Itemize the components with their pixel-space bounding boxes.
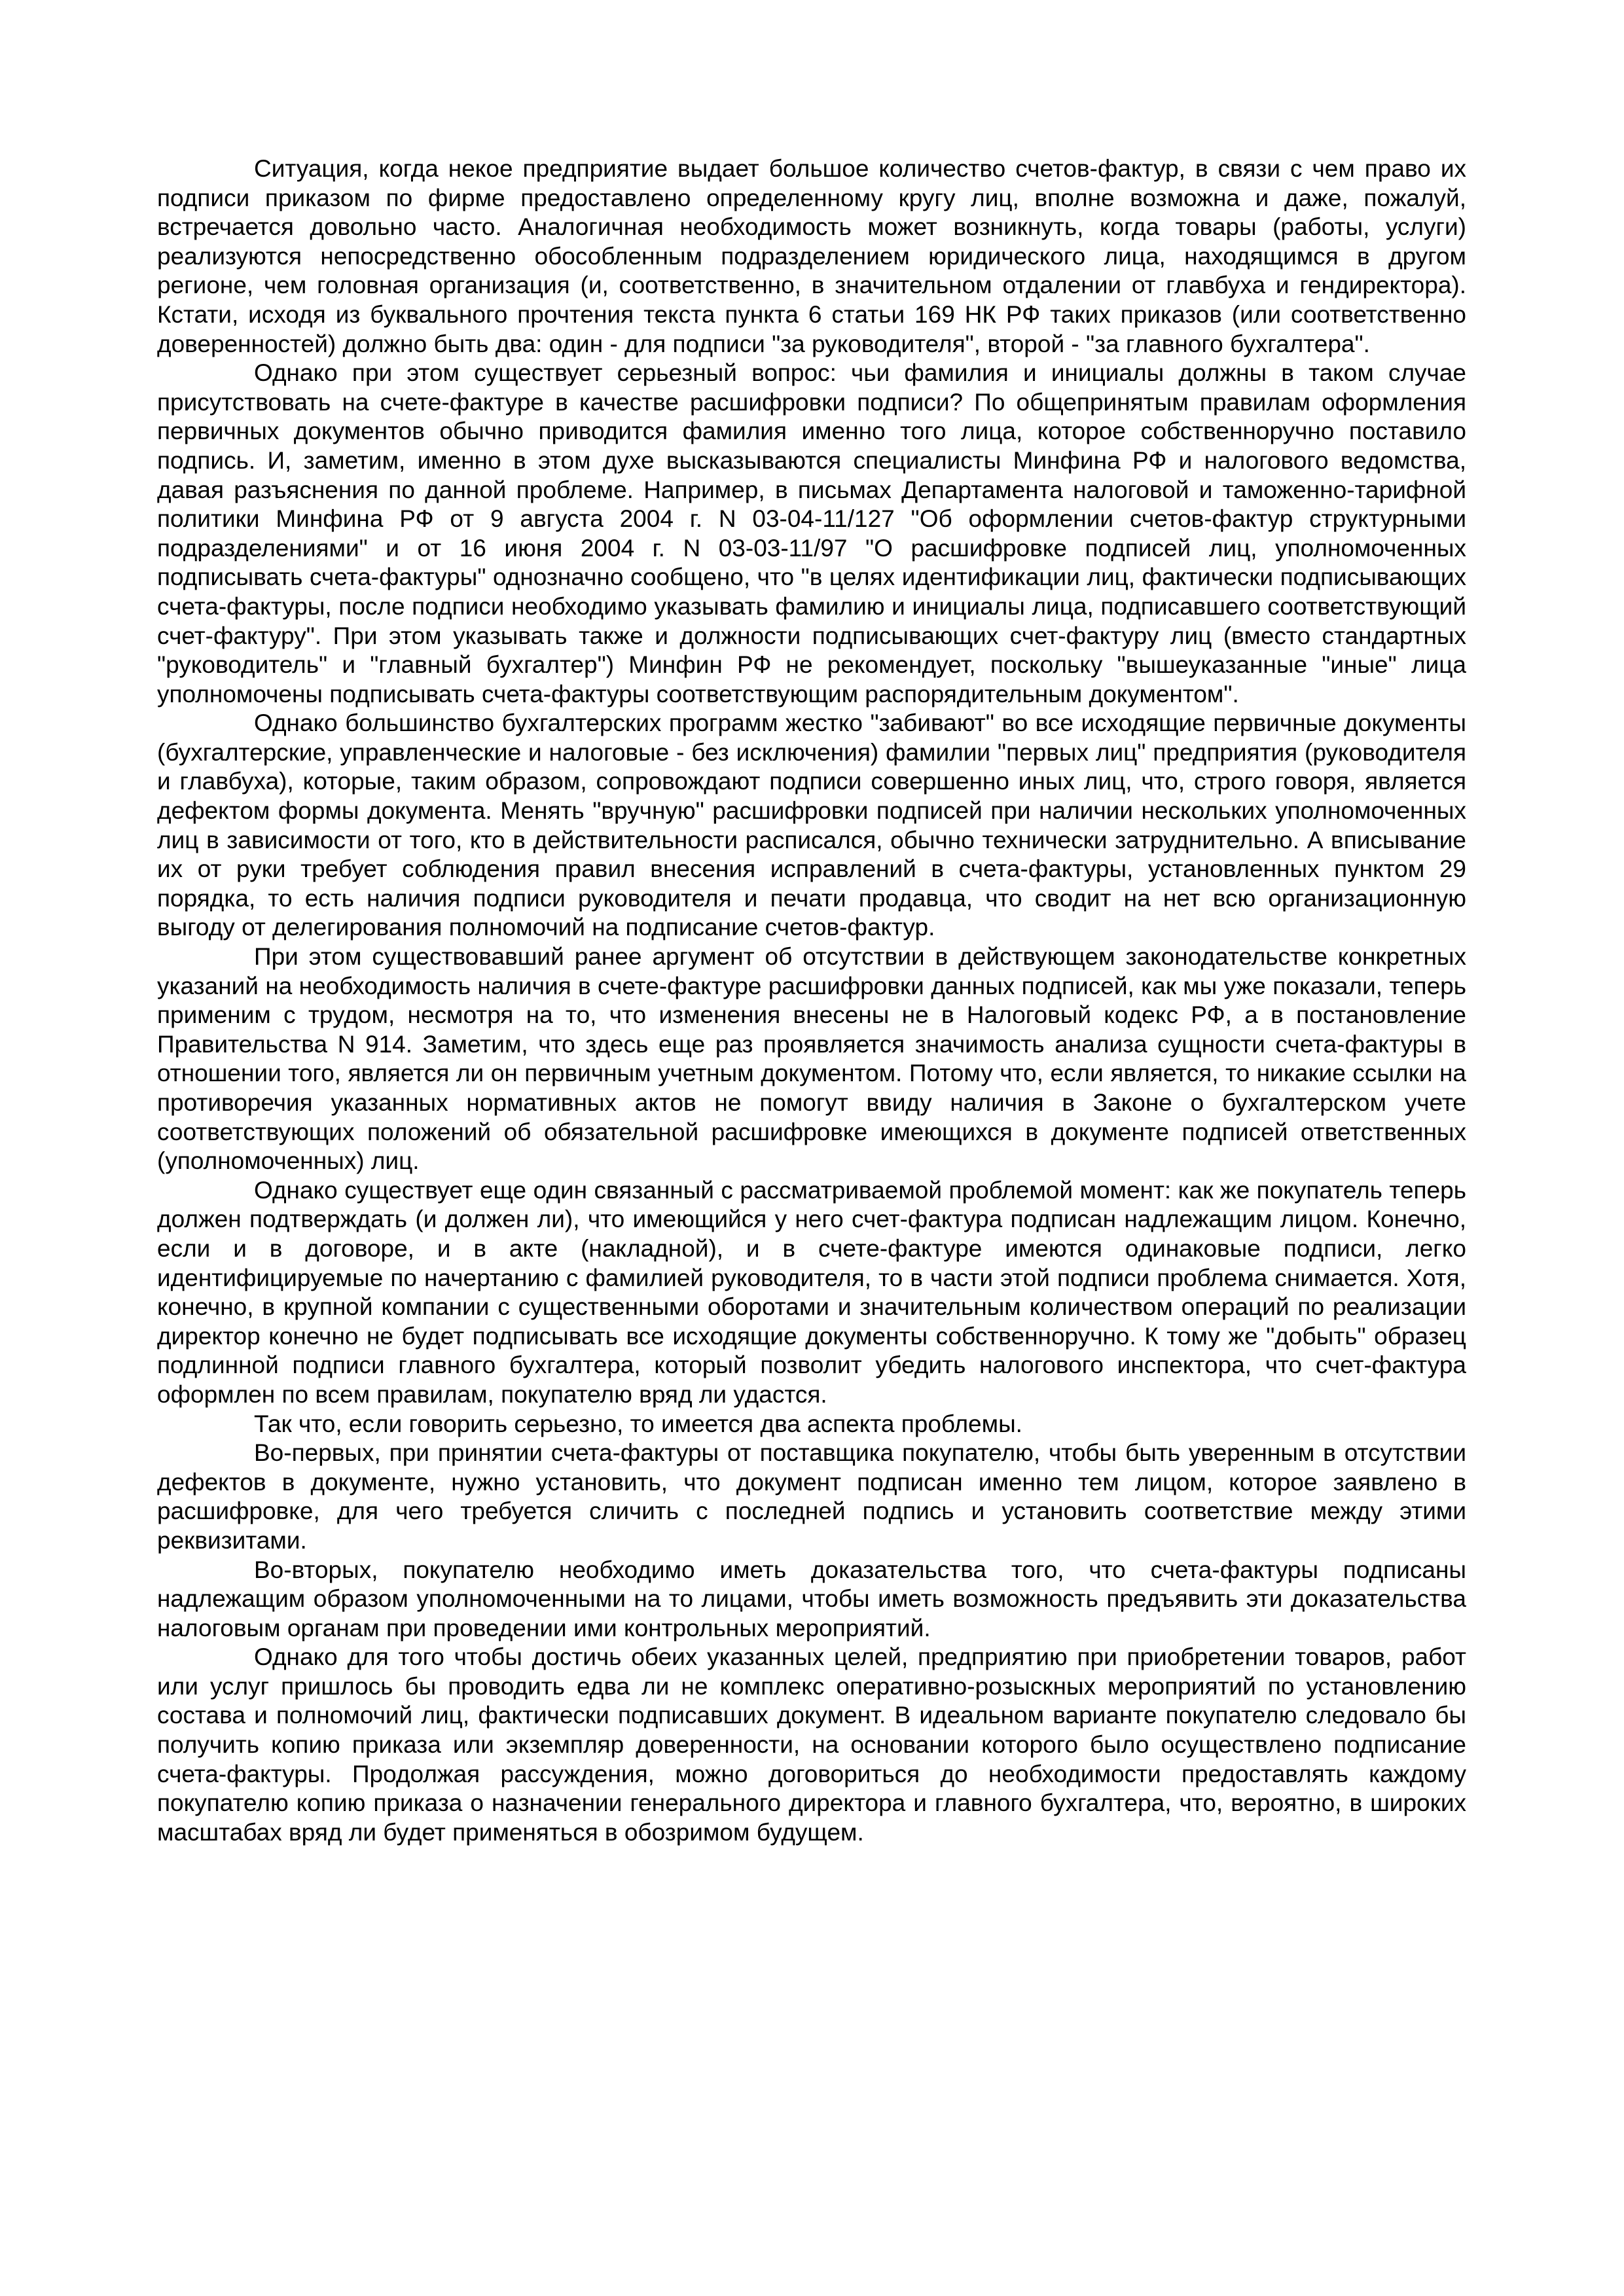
paragraph: Однако для того чтобы достичь обеих указанных целей, предприятию при приобретении товаров, работ или услуг пришлось бы проводить едва ли не комплекс оперативно-розыскных мероприятий по установлению состава и полномочий лиц, фактически подписавших документ. В идеальном варианте покупателю следовало бы получить копию приказа или экземпляр доверенности, на основании которого было осуществлено подписание счета-фактуры. Продолжая рассуждения, можно договориться до необходимости предоставлять каждому покупателю копию приказа о назначении генерального директора и главного бухгалтера, что, вероятно, в широких масштабах вряд ли будет применяться в обозримом будущем. xyxy=(157,1643,1466,1846)
paragraph: Однако большинство бухгалтерских программ жестко "забивают" во все исходящие первичные документы (бухгалтерские, управленческие и налоговые - без исключения) фамилии "первых лиц" предприятия (руководителя и главбуха), которые, таким образом, сопровождают подписи совершенно иных лиц, что, строго говоря, является дефектом формы документа. Менять "вручную" расшифровки подписей при наличии нескольких уполномоченных лиц в зависимости от того, кто в действительности расписался, обычно технически затруднительно. А вписывание их от руки требует соблюдения правил внесения исправлений в счета-фактуры, установленных пунктом 29 порядка, то есть наличия подписи руководителя и печати продавца, что сводит на нет всю организационную выгоду от делегирования полномочий на подписание счетов-фактур. xyxy=(157,709,1466,941)
paragraph: При этом существовавший ранее аргумент об отсутствии в действующем законодательстве конкретных указаний на необходимость наличия в счете-фактуре расшифровки данных подписей, как мы уже показали, теперь применим с трудом, несмотря на то, что изменения внесены не в Налоговый кодекс РФ, а в постановление Правительства N 914. Заметим, что здесь еще раз проявляется значимость анализа сущности счета-фактуры в отношении того, является ли он первичным учетным документом. Потому что, если является, то никакие ссылки на противоречия указанных нормативных актов не помогут ввиду наличия в Законе о бухгалтерском учете соответствующих положений об обязательной расшифровке имеющихся в документе подписей ответственных (уполномоченных) лиц. xyxy=(157,943,1466,1175)
paragraph: Так что, если говорить серьезно, то имеется два аспекта проблемы. xyxy=(254,1410,1022,1437)
paragraph: Однако существует еще один связанный с рассматриваемой проблемой момент: как же покупатель теперь должен подтверждать (и должен ли), что имеющийся у него счет-фактура подписан надлежащим лицом. Конечно, если и в договоре, и в акте (накладной), и в счете-фактуре имеются одинаковые подписи, легко идентифицируемые по начертанию с фамилией руководителя, то в части этой подписи проблема снимается. Хотя, конечно, в крупной компании с существенными оборотами и значительным количеством операций по реализации директор конечно не будет подписывать все исходящие документы собственноручно. К тому же "добыть" образец подлинной подписи главного бухгалтера, который позволит убедить налогового инспектора, что счет-фактура оформлен по всем правилам, покупателю вряд ли удастся. xyxy=(157,1176,1466,1408)
paragraph: Однако при этом существует серьезный вопрос: чьи фамилия и инициалы должны в таком случае присутствовать на счете-фактуре в качестве расшифровки подписи? По общепринятым правилам оформления первичных документов обычно приводится фамилия именно того лица, которое собственноручно поставило подпись. И, заметим, именно в этом духе высказываются специалисты Минфина РФ и налогового ведомства, давая разъяснения по данной проблеме. Например, в письмах Департамента налоговой и таможенно-тарифной политики Минфина РФ от 9 августа 2004 г. N 03-04-11/127 "Об оформлении счетов-фактур структурными подразделениями" и от 16 июня 2004 г. N 03-03-11/97 "О расшифровке подписей лиц, уполномоченных подписывать счета-фактуры" однозначно сообщено, что "в целях идентификации лиц, фактически подписывающих счета-фактуры, после подписи необходимо указывать фамилию и инициалы лица, подписавшего соответствующий счет-фактуру". При этом указывать также и должности подписывающих счет-фактуру лиц (вместо стандартных "руководитель" и "главный бухгалтер") Минфин РФ не рекомендует, поскольку "вышеуказанные "иные" лица уполномочены подписывать счета-фактуры соответствующим распорядительным документом". xyxy=(157,359,1466,708)
document-page xyxy=(157,154,1466,1847)
paragraph: Ситуация, когда некое предприятие выдает большое количество счетов-фактур, в связи с чем право их подписи приказом по фирме предоставлено определенному кругу лиц, вполне возможна и даже, пожалуй, встречается довольно часто. Аналогичная необходимость может возникнуть, когда товары (работы, услуги) реализуются непосредственно обособленным подразделением юридического лица, находящимся в другом регионе, чем головная организация (и, соответственно, в значительном отдалении от главбуха и гендиректора). Кстати, исходя из буквального прочтения текста пункта 6 статьи 169 НК РФ таких приказов (или соответственно доверенностей) должно быть два: один - для подписи "за руководителя", второй - "за главного бухгалтера". xyxy=(157,155,1466,357)
paragraph: Во-первых, при принятии счета-фактуры от поставщика покупателю, чтобы быть уверенным в отсутствии дефектов в документе, нужно установить, что документ подписан именно тем лицом, которое заявлено в расшифровке, для чего требуется сличить с последней подпись и установить соответствие между этими реквизитами. xyxy=(157,1439,1466,1554)
paragraph: Во-вторых, покупателю необходимо иметь доказательства того, что счета-фактуры подписаны надлежащим образом уполномоченными на то лицами, чтобы иметь возможность предъявить эти доказательства налоговым органам при проведении ими контрольных мероприятий. xyxy=(157,1556,1466,1641)
